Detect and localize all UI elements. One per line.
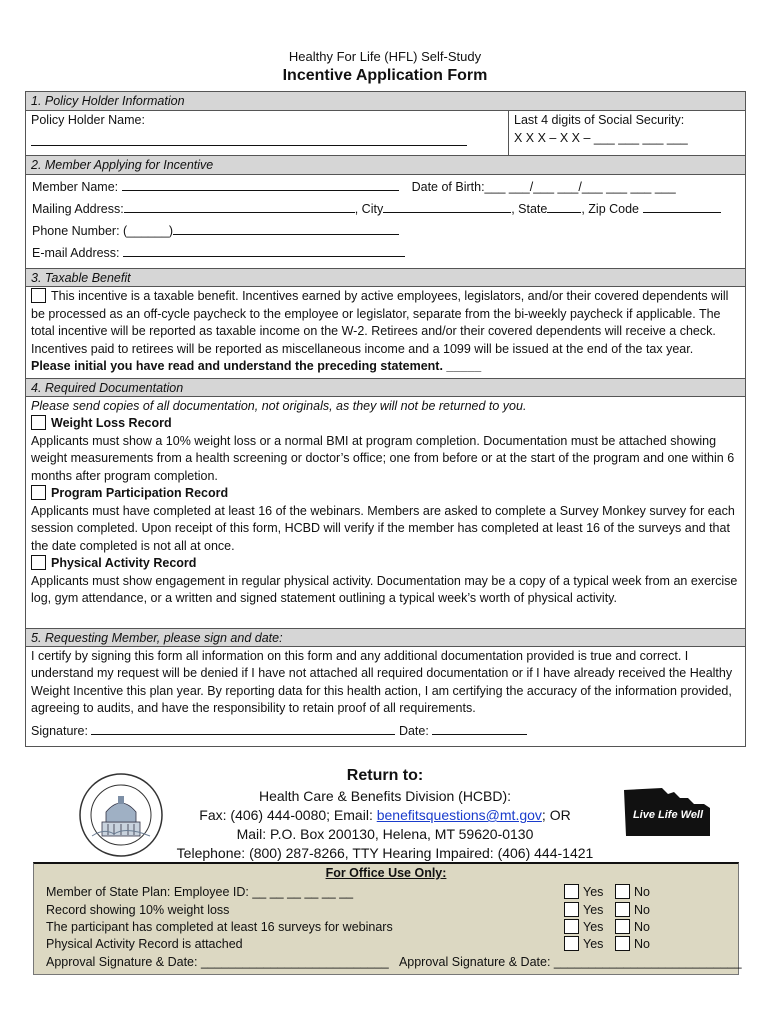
phone-row: [32, 220, 740, 242]
initial-statement[interactable]: Please initial you have read and understand the preceding statement. _____: [31, 359, 482, 373]
signature-row: [31, 720, 740, 742]
physical-activity-text: Applicants must show engagement in regular physical activity. Documentation may be a copy of a typical week from an exercise log, gym attendance, or a written and signed statement outlining a typical week’s worth of physical activity.: [31, 573, 738, 605]
section-1-header: 1. Policy Holder Information: [26, 92, 745, 111]
program-participation-checkbox[interactable]: [31, 485, 46, 500]
section-5-header: 5. Requesting Member, please sign and date:: [26, 628, 745, 647]
logo-text: Live Life Well: [632, 809, 704, 821]
approval-signature-1[interactable]: Approval Signature & Date: ___________________________: [46, 955, 389, 969]
physical-activity-item: [31, 555, 740, 573]
office-row-surveys: [46, 918, 736, 936]
return-title: Return to:: [346, 767, 424, 784]
no-label: No: [634, 903, 650, 917]
section-4-header: 4. Required Documentation: [26, 378, 745, 397]
yes-label: Yes: [583, 937, 604, 951]
weight-loss-title: Weight Loss Record: [51, 416, 172, 430]
yes-checkbox[interactable]: [564, 919, 579, 934]
ssn-field[interactable]: X X X – X X – ___ ___ ___ ___: [514, 130, 688, 145]
member-name-row: [32, 176, 740, 198]
or-text: ; OR: [541, 807, 571, 823]
mailing-address-label: Mailing Address:: [32, 202, 124, 216]
program-participation-title: Program Participation Record: [51, 486, 229, 500]
office-row-label: Member of State Plan: Employee ID: __ __ __ __ __ __: [46, 885, 354, 899]
application-form: [25, 91, 746, 747]
yes-checkbox[interactable]: [564, 936, 579, 951]
program-participation-text: Applicants must have completed at least 16 of the webinars. Members are asked to complete a Survey Monkey survey for each session completed. Upon receipt of this form, HCBD will verify if the member has completed at least 16 of the surveys and that the date completed is not all at once.: [31, 503, 735, 553]
office-row-activity: [46, 935, 736, 953]
state-field[interactable]: [547, 199, 581, 213]
office-row-label: Record showing 10% weight loss: [46, 903, 230, 917]
mail-address: Mail: P.O. Box 200130, Helena, MT 59620-0130: [236, 826, 534, 842]
office-use-panel: [33, 862, 742, 975]
no-checkbox[interactable]: [615, 884, 630, 899]
physical-activity-title: Physical Activity Record: [51, 556, 197, 570]
email-link[interactable]: benefitsquestions@mt.gov: [376, 807, 542, 823]
yes-checkbox[interactable]: [564, 884, 579, 899]
office-use-title: For Office Use Only:: [325, 866, 447, 880]
zip-field[interactable]: [643, 199, 721, 213]
zip-label: , Zip Code: [581, 202, 640, 216]
taxable-benefit-paragraph: This incentive is a taxable benefit. Incentives earned by active employees, legislators, and/or their covered dependents will be processed as an off-cycle paycheck to the employee or legislator, separate from the bi-weekly paycheck if applicable. The total incentive will be reported as taxable income on the W-2. Retirees and/or their covered dependents will receive a check. Incentives paid to retirees will be reported as miscellaneous income and a 1099 will be issued at the end of the tax year.: [31, 289, 729, 356]
no-checkbox[interactable]: [615, 936, 630, 951]
weight-loss-text: Applicants must show a 10% weight loss or a normal BMI at program completion. Documentation must be attached showing weight measurements from a health screening or doctor’s office; one from before or at the start of the program and one within 6 months after program completion.: [31, 433, 735, 483]
no-label: No: [634, 885, 650, 899]
signature-field[interactable]: [91, 721, 395, 735]
form-subtitle: Healthy For Life (HFL) Self-Study: [288, 49, 482, 64]
taxable-benefit-text: [31, 288, 740, 358]
division-name: Health Care & Benefits Division (HCBD):: [258, 788, 512, 804]
section-2-header: 2. Member Applying for Incentive: [26, 156, 745, 175]
documentation-note: Please send copies of all documentation, not originals, as they will not be returned to you.: [31, 398, 527, 413]
ssn-label: Last 4 digits of Social Security:: [514, 113, 685, 127]
telephone-line: Telephone: (800) 287-8266, TTY Hearing Impaired: (406) 444-1421: [176, 845, 594, 861]
taxable-benefit-checkbox[interactable]: [31, 288, 46, 303]
weight-loss-checkbox[interactable]: [31, 415, 46, 430]
member-name-field[interactable]: [122, 177, 399, 191]
email-field[interactable]: [123, 243, 405, 257]
office-row-weight-loss: [46, 901, 736, 919]
no-label: No: [634, 920, 650, 934]
signature-date-label: Date:: [398, 723, 429, 738]
section-1-body: [26, 111, 745, 156]
weight-loss-item: [31, 415, 740, 433]
member-name-label: Member Name:: [32, 180, 119, 194]
no-checkbox[interactable]: [615, 902, 630, 917]
signature-date-field[interactable]: [432, 721, 527, 735]
form-title: Incentive Application Form: [282, 67, 488, 84]
city-field[interactable]: [383, 199, 511, 213]
signature-label: Signature:: [31, 723, 88, 738]
office-row-approval: [46, 953, 742, 971]
approval-signature-2[interactable]: Approval Signature & Date: ___________________________: [398, 955, 742, 969]
office-row-label: The participant has completed at least 16 surveys for webinars: [46, 920, 393, 934]
mailing-address-row: [32, 198, 740, 220]
office-row-label: Physical Activity Record is attached: [46, 937, 243, 951]
no-checkbox[interactable]: [615, 919, 630, 934]
city-label: , City: [354, 202, 384, 216]
policy-holder-name-field[interactable]: [31, 132, 503, 152]
policy-holder-name-label: Policy Holder Name:: [31, 113, 145, 127]
no-label: No: [634, 937, 650, 951]
yes-label: Yes: [583, 903, 604, 917]
mailing-address-field[interactable]: [124, 199, 355, 213]
email-row: [32, 242, 740, 264]
form-header: [0, 48, 770, 87]
state-label: , State: [511, 202, 548, 216]
email-label: E-mail Address:: [32, 246, 120, 260]
live-life-well-logo-icon: [622, 786, 712, 838]
physical-activity-checkbox[interactable]: [31, 555, 46, 570]
phone-label: Phone Number: (______): [32, 224, 174, 238]
yes-checkbox[interactable]: [564, 902, 579, 917]
yes-label: Yes: [583, 920, 604, 934]
certification-text: I certify by signing this form all information on this form and any additional documentation provided is true and correct. I understand my request will be denied if I have not attached all required documentation or if I have already received the Healthy Weight Incentive this plan year. By reporting data for this health action, I am certifying the accuracy of the information provided, agreeing to audits, and have the responsibility to retain proof of all requirements.: [31, 648, 733, 715]
office-row-employee-id: [46, 883, 736, 901]
yes-label: Yes: [583, 885, 604, 899]
program-participation-item: [31, 485, 740, 503]
dob-field[interactable]: Date of Birth:___ ___/___ ___/___ ___ ___ ___: [411, 180, 676, 194]
phone-field[interactable]: [173, 221, 399, 235]
section-3-header: 3. Taxable Benefit: [26, 268, 745, 287]
fax-text: Fax: (406) 444-0080; Email:: [199, 807, 377, 823]
